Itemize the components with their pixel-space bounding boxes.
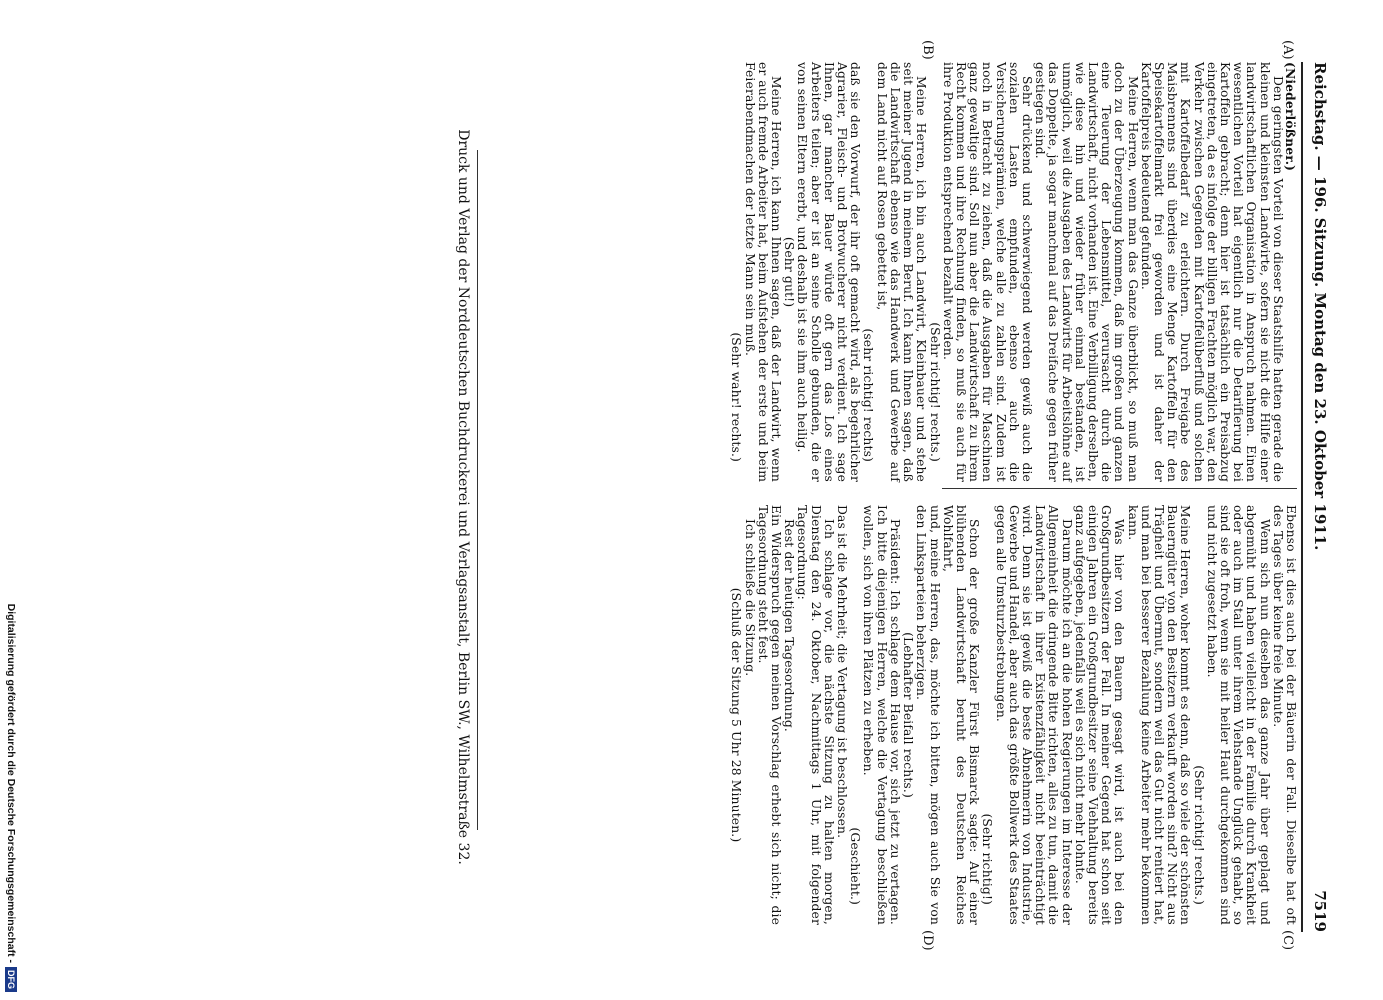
right-column-paragraph: Wenn sich nun dieselben das ganze Jahr über geplagt und abgemüht und haben vielleicht in der Familie durch Krankheit oder auch im Stall unter ihrem Viehstande Unglück gehabt, so sind sie oft froh, wenn sie mit heiler Haut durchgekommen sind und nicht zugesetzt haben. xyxy=(1204,505,1272,925)
left-column-paragraph: Meine Herren, wenn man das Ganze überblickt, so muß man doch zu der Überzeugung kommen, daß im großen und ganzen eine Teuerung der Lebensmittel, verursacht durch die Landwirtschaft, nicht vorhanden ist. Eine Verbilligung derselben, wie diese hin und wieder früher einmal bestanden, ist unmöglich, weil die Ausgaben des Landwirts für Arbeitslöhne auf das Doppelte, ja sogar manchmal auf das Dreifache gegen früher gestiegen sind. xyxy=(1033,62,1140,482)
left-column-paragraph: (Sehr richtig! rechts.) xyxy=(927,322,942,462)
left-column-paragraph: Den geringsten Vorteil von dieser Staatshilfe hatten gerade die kleinen und kleinsten Landwirte, sofern sie nicht die Hilfe einer landwirtschaftlichen Organisation in Anspruch nahmen. Einen wesentlichen Vorteil hat eigentlich nur die Detarifierung bei Kartoffeln gebracht; denn hier ist tatsächlich ein Preisabzug eingetreten, da es infolge der billigen Frachten möglich war, den Verkehr zwischen Gegenden mit Kartoffelüberfluß und solchen mit Kartoffelbedarf zu erleichtern. Durch Freigabe des Maisbrennens sind überdies eine Menge Kartoffeln für den Speisekartoffelmarkt frei geworden und ist daher der Kartoffelpreis bedeutend gefunden. xyxy=(1138,62,1285,482)
right-column-paragraph: Ich schlage vor, die nächste Sitzung zu halten morgen, Dienstag den 24. Oktober, Nachmittags 1 Uhr, mit folgender Tagesordnung: xyxy=(795,505,836,925)
header-chamber: Reichstag. — 196. Sitzung. Montag den 23. Oktober 1911. xyxy=(1311,62,1329,551)
left-column-paragraph: Sehr drückend und schwerwiegend werden gewiß auch die sozialen Lasten empfunden, ebenso auch die Versicherungsprämien, welche alle zu zahlen sind. Zudem ist noch in Betracht zu ziehen, daß die Ausgaben für Maschinen ganz gewaltige sind. Soll nun aber die Landwirtschaft zu ihrem Recht kommen und ihre Rechnung finden, so muß sie auch für ihre Produktion entsprechend bezahlt werden. xyxy=(940,62,1034,482)
page-number: 7519 xyxy=(1311,890,1329,932)
right-column-paragraph: Was hier von den Bauern gesagt wird, ist auch bei den Großgrundbesitzern der Fall. In meiner Gegend hat schon seit einigen Jahren ein Großgrundbesitzer seine Viehhaltung bereits ganz aufgegeben, jedenfalls weil es sich nicht mehr lohnte. xyxy=(1072,505,1127,925)
left-column xyxy=(729,62,1297,482)
right-column-paragraph: Das ist die Mehrheit; die Vertagung ist beschlossen. xyxy=(835,505,850,839)
right-column-paragraph: Darum möchte ich an die hohen Regierungen im Interesse der Allgemeinheit die dringende Bitte richten, alles zu tun, damit die Landwirtschaft in ihrer Existenzfähigkeit nicht beeinträchtigt wird. Denn sie ist gewiß die beste Abnehmerin von Industrie, Gewerbe und Handel, aber auch das größte Bollwerk des Staates gegen alle Umsturzbestrebungen. xyxy=(993,505,1074,925)
imprint: Druck und Verlag der Norddeutschen Buchdruckerei und Verlagsanstalt, Berlin SW., Wilhelmstraße 32. xyxy=(455,129,471,865)
right-column-paragraph: (Lebhafter Beifall rechts.) xyxy=(901,632,916,798)
margin-marker-a: (A) xyxy=(1280,40,1295,60)
left-column-paragraph: (Niederlößner.) xyxy=(1283,62,1298,172)
header-rule xyxy=(1301,62,1303,932)
right-column-paragraph: Ein Widerspruch gegen meinen Vorschlag erhebt sich nicht; die Tagesordnung steht fest. xyxy=(755,505,784,925)
right-column xyxy=(729,505,1297,925)
right-column-paragraph: Ich schließe die Sitzung. xyxy=(742,519,757,677)
right-column-paragraph: (Sehr richtig! rechts.) xyxy=(1191,765,1206,905)
page-header xyxy=(1309,62,1331,932)
right-column-paragraph: (Geschieht.) xyxy=(848,827,863,905)
right-column-paragraph: Ebenso ist dies auch bei der Bäuerin der Fall. Dieselbe hat oft des Tages über keine freie Minute. xyxy=(1270,505,1298,925)
dfg-logo: DFG xyxy=(5,967,17,992)
right-column-paragraph: Präsident: Ich schlage dem Hause vor, sich jetzt zu vertagen. Ich bitte diejenigen Herren, welche die Vertagung beschließen wollen, sich von ihren Plätzen zu erheben. xyxy=(861,505,902,925)
margin-marker-d: (D) xyxy=(920,930,935,951)
right-column-paragraph: Meine Herren, woher kommt es denn, daß so viele der schönsten Bauerngüter von den Besitzern verkauft worden sind? Nicht aus Trägheit und Übermut, sondern weil das Gut nicht rentiert hat, und man bei besserer Bezahlung keine Arbeiter mehr bekommen kann. xyxy=(1125,505,1193,925)
right-column-paragraph: Rest der heutigen Tagesordnung. xyxy=(782,519,797,732)
margin-marker-c: (C) xyxy=(1280,930,1295,951)
right-column-paragraph: (Schluß der Sitzung 5 Uhr 28 Minuten.) xyxy=(729,587,744,843)
column-divider xyxy=(942,488,1297,489)
left-column-paragraph: (Sehr gut!) xyxy=(782,236,797,308)
right-column-paragraph: Schon der große Kanzler Fürst Bismarck sagte: Auf einer blühenden Landwirtschaft beruht des Deutschen Reiches Wohlfahrt, xyxy=(940,505,982,925)
right-column-paragraph: (Sehr richtig!) xyxy=(980,813,995,905)
left-column-paragraph: (sehr richtig! rechts) xyxy=(861,328,876,462)
footer-text: Digitalisierung gefördert durch die Deutsche Forschungsgemeinschaft - xyxy=(5,603,17,963)
margin-marker-b: (B) xyxy=(920,40,935,60)
digitization-footer xyxy=(0,0,22,1000)
left-column-paragraph: Meine Herren, ich kann Ihnen sagen, daß der Landwirt, wenn er auch fremde Arbeiter hat, beim Aufstehen der erste und beim Feierabendmachen der letzte Mann sein muß. xyxy=(742,62,784,482)
left-column-paragraph: daß sie den Vorwurf, der ihr oft gemacht wird, als begehrlicher Agrarier, Fleisch- und Brotwucherer nicht verdient. Ich sage Ihnen, gar mancher Bauer würde oft gern das Los eines Arbeiters teilen; aber er ist an seine Scholle gebunden, die er von seinen Eltern ererbt, und deshalb ist sie ihm auch heilig. xyxy=(795,62,863,482)
left-column-paragraph: Meine Herren, ich bin auch Landwirt, Kleinbauer und stehe seit meiner Jugend in meinem Beruf. Ich kann Ihnen sagen, daß die Landwirtschaft ebenso wie das Handwerk und Gewerbe auf dem Land nicht auf Rosen gebettet ist, xyxy=(874,62,929,482)
left-column-paragraph: (Sehr wahr! rechts.) xyxy=(729,332,744,462)
imprint-rule xyxy=(477,150,478,830)
right-column-paragraph: und, meine Herren, das, möchte ich bitten, mögen auch Sie von den Linksparteien beherzigen. xyxy=(914,505,942,925)
